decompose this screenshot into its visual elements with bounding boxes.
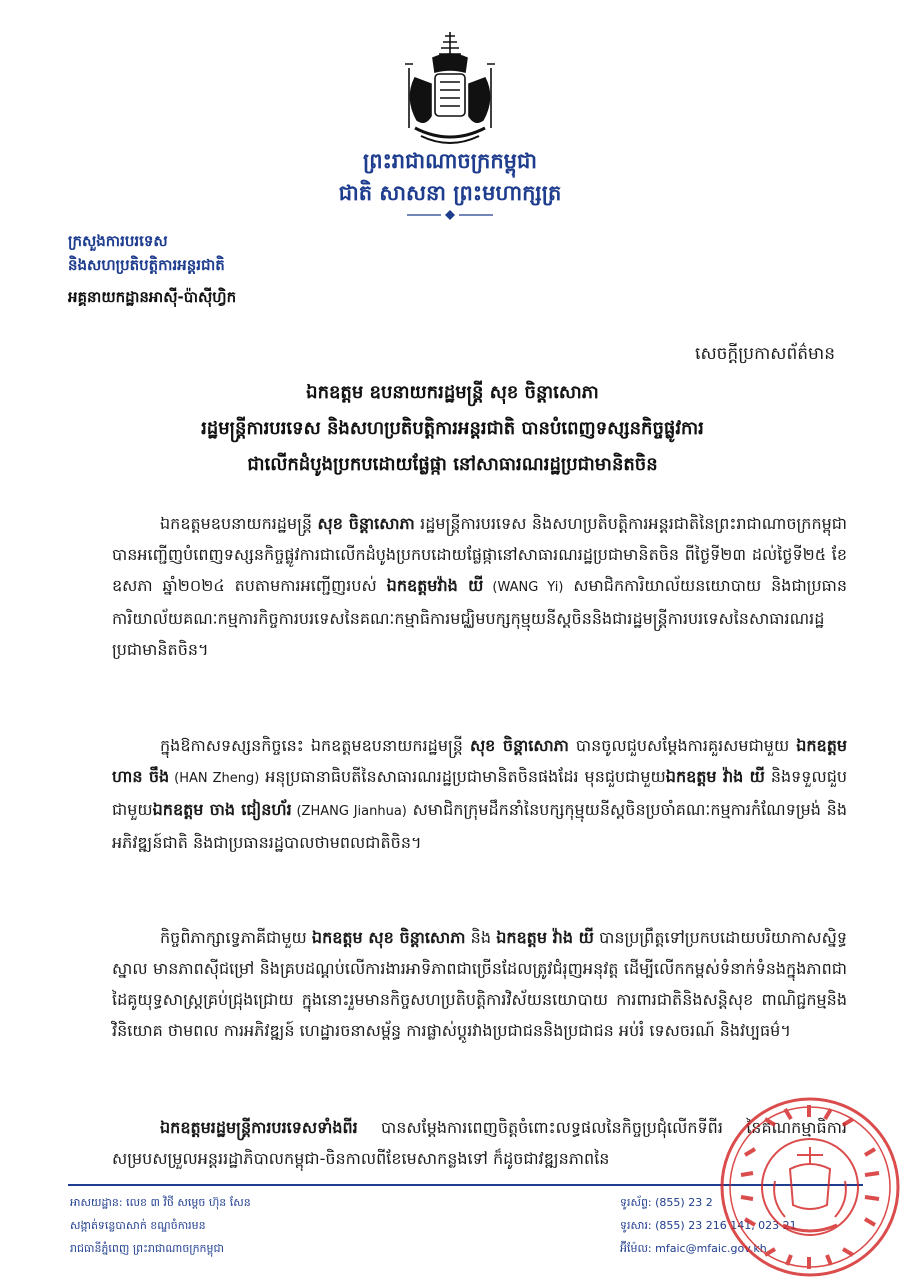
paragraph-4: ឯកឧត្តមរដ្ឋមន្ត្រីការបរទេសទាំងពីរ បានសម្តែងការពេញចិត្តចំពោះលទ្ធផលនៃកិច្ចប្រជុំលើកទីពីរ នៃគណកម្មាធិការសម្របសម្រួលអន្តររដ្ឋាភិបាលកម្ពុជា-ចិនកាលពីខែមេសាកន្លងទៅ ក៏ដូចជាវឌ្ឍនភាពនៃ xyxy=(112,1118,847,1168)
kingdom-title: ព្រះរាជាណាចក្រកម្ពុជា xyxy=(362,149,537,173)
ministry-name-line1: ក្រសួងការបរទេស xyxy=(68,232,168,250)
department-name: អគ្គនាយកដ្ឋានអាស៊ី-ប៉ាស៊ីហ្វិក xyxy=(68,288,237,306)
title-line-1: ឯកឧត្តម ឧបនាយករដ្ឋមន្ត្រី សុខ ចិន្តាសោភា xyxy=(306,382,599,403)
ornament-divider-icon xyxy=(405,209,495,221)
kingdom-motto: ជាតិ សាសនា ព្រះមហាក្សត្រ xyxy=(338,181,562,205)
footer-address-line3: រាជធានីភ្នំពេញ ព្រះរាជាណាចក្រកម្ពុជា xyxy=(70,1242,224,1255)
title-line-2: រដ្ឋមន្ត្រីការបរទេស និងសហប្រតិបត្តិការអន្តរជាតិ បានបំពេញទស្សនកិច្ចផ្លូវការ xyxy=(201,418,704,439)
title-line-3: ជាលើកដំបូងប្រកបដោយផ្លែផ្កា នៅសាធារណរដ្ឋប្រជាមានិតចិន xyxy=(247,454,658,475)
footer-phone: ទូរស័ព្ទ: (855) 23 2 xyxy=(620,1196,713,1209)
paragraph-1: ឯកឧត្តមឧបនាយករដ្ឋមន្ត្រី សុខ ចិន្តាសោភា រដ្ឋមន្ត្រីការបរទេស និងសហប្រតិបត្តិការអន្តរជាតិនៃព្រះរាជាណាចក្រកម្ពុជាបានអញ្ជើញបំពេញទស្សនកិច្ចផ្លូវការជាលើកដំបូងប្រកបដោយផ្លែផ្កានៅសាធារណរដ្ឋប្រជាមានិតចិន ពីថ្ងៃទី២៣ ដល់ថ្ងៃទី២៥ ខែឧសភា ឆ្នាំ២០២៤ តបតាមការអញ្ជើញរបស់ ឯកឧត្តមវ៉ាង យី (WANG Yi) សមាជិកការិយាល័យនយោបាយ និងជាប្រធានការិយាល័យគណៈកម្មការកិច្ចការបរទេសនៃគណៈកម្មាធិការមជ្ឈិមបក្សកុម្មុយនីស្តចិននិងជារដ្ឋមន្ត្រីការបរទេសនៃសាធារណរដ្ឋប្រជាមានិតចិន។ xyxy=(112,514,847,659)
official-seal-icon xyxy=(705,1085,900,1280)
paragraph-2: ក្នុងឱកាសទស្សនកិច្ចនេះ ឯកឧត្តមឧបនាយករដ្ឋមន្ត្រី សុខ ចិន្តាសោភា បានចូលជួបសម្តែងការគួរសមជាមួយ ឯកឧត្តម ហាន ចឹង (HAN Zheng) អនុប្រធានាធិបតីនៃសាធារណរដ្ឋប្រជាមានិតចិនផងដែរ មុនជួបជាមួយឯកឧត្តម វ៉ាង យី និងទទួលជួបជាមួយឯកឧត្តម ចាង ជៀនហ័រ (ZHANG Jianhua) សមាជិកក្រុមដឹកនាំនៃបក្សកុម្មុយនីស្តចិនប្រចាំគណៈកម្មការកំណែទម្រង់ និងអភិវឌ្ឍន៍ជាតិ និងជាប្រធានរដ្ឋបាលថាមពលជាតិចិន។ xyxy=(112,736,848,852)
ministry-name-line2: និងសហប្រតិបត្តិការអន្តរជាតិ xyxy=(68,256,225,274)
footer-fax: ទូរសារ: (855) 23 216 141, 023 21 xyxy=(620,1219,797,1232)
footer-address-line2: សង្កាត់ទន្លេបាសាក់ ខណ្ឌចំការមន xyxy=(70,1219,206,1232)
paragraph-3: កិច្ចពិភាក្សាទ្វេភាគីជាមួយ ឯកឧត្តម សុខ ចិន្តាសោភា និង ឯកឧត្តម វ៉ាង យី បានប្រព្រឹត្តទៅប្រកបដោយបរិយាកាសស្និទ្ធស្នាល មានភាពស៊ីជម្រៅ និងគ្របដណ្តប់លើការងារអាទិភាពជាច្រើនដែលត្រូវជំរុញអនុវត្ត ដើម្បីលើកកម្ពស់ទំនាក់ទំនងក្នុងភាពជាដៃគូយុទ្ធសាស្ត្រគ្រប់ជ្រុងជ្រោយ ក្នុងនោះរួមមានកិច្ចសហប្រតិបត្តិការវិស័យនយោបាយ ការពារជាតិនិងសន្តិសុខ ពាណិជ្ជកម្មនិងវិនិយោគ ថាមពល ការអភិវឌ្ឍន៍ ហេដ្ឋារចនាសម្ព័ន្ធ ការផ្លាស់ប្តូរវាងប្រជាជននិងប្រជាជន អប់រំ ទេសចរណ៍ និងវប្បធម៌។ xyxy=(112,928,847,1040)
footer-email[interactable]: អ៊ីម៉ែល: mfaic@mfaic.gov.kh xyxy=(620,1242,767,1255)
document-type: សេចក្តីប្រកាសព័ត៌មាន xyxy=(695,344,835,364)
footer-address-line1: អាសយដ្ឋាន: លេខ ៣ វិថី សម្តេច ហ៊ុន សែន xyxy=(70,1196,251,1209)
royal-arms-crest-icon xyxy=(395,28,505,150)
